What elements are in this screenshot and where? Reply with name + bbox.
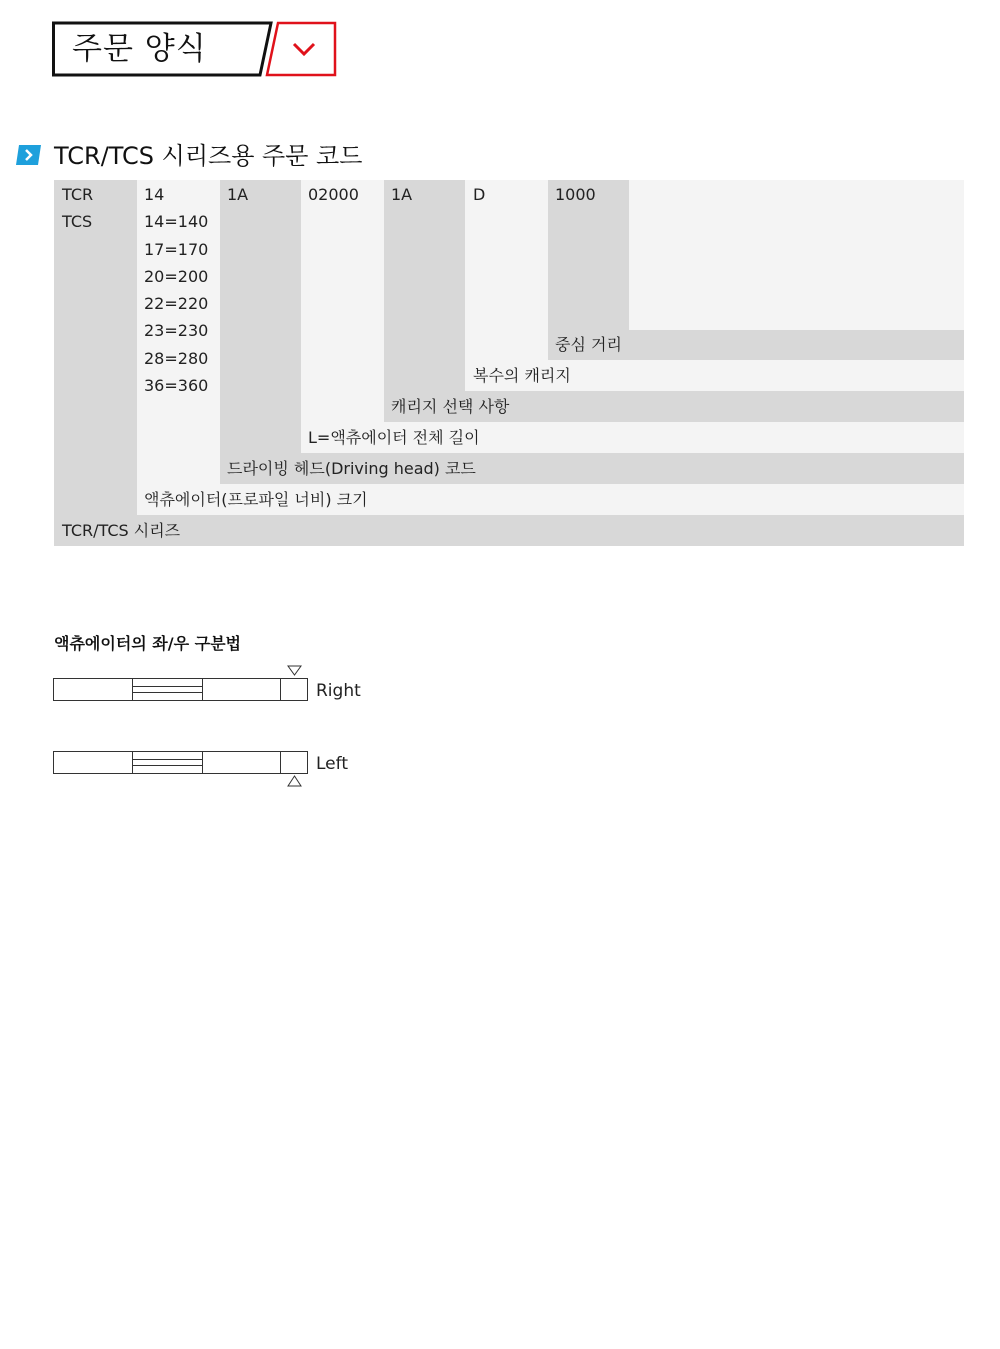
chevron-right-icon (16, 145, 41, 165)
series-code: TCR (62, 185, 94, 204)
length-description: L=액츄에이터 전체 길이 (308, 428, 480, 447)
size-option: 28=280 (144, 348, 209, 368)
size-description: 액츄에이터(프로파일 너비) 크기 (144, 490, 368, 509)
page-title: 주문 양식 (72, 31, 207, 67)
center-distance-description: 중심 거리 (555, 335, 622, 354)
size-option: 36=360 (144, 376, 209, 396)
center-distance-code: 1000 (555, 185, 596, 204)
size-option: 20=200 (144, 266, 209, 286)
table-filler (629, 180, 964, 330)
actuator-right-diagram (52, 663, 312, 705)
series-description: TCR/TCS 시리즈 (62, 521, 181, 540)
length-column (301, 180, 384, 453)
series-bar (54, 515, 964, 546)
size-option: 23=230 (144, 321, 209, 341)
size-code-list (144, 181, 208, 399)
size-option: 14=140 (144, 212, 209, 232)
actuator-left-diagram (52, 749, 312, 791)
right-label: Right (316, 681, 361, 701)
orientation-title: 액츄에이터의 좌/우 구분법 (54, 634, 242, 653)
carriage-description: 캐리지 선택 사항 (391, 397, 510, 416)
chevron-down-icon[interactable] (290, 40, 318, 60)
drive-head-description: 드라이빙 헤드(Driving head) 코드 (227, 459, 476, 478)
carriage-column (384, 180, 465, 422)
length-code: 02000 (308, 185, 359, 204)
section-title: TCR/TCS 시리즈용 주문 코드 (54, 142, 363, 170)
series-code: TCS (62, 212, 93, 232)
multi-carriage-description: 복수의 캐리지 (473, 366, 571, 385)
carriage-code: 1A (391, 185, 413, 204)
size-option: 17=170 (144, 239, 209, 259)
series-code-list (62, 181, 93, 236)
multi-carriage-code: D (473, 185, 486, 204)
drive-head-column (220, 180, 301, 484)
left-label: Left (316, 754, 348, 774)
drive-head-code: 1A (227, 185, 249, 204)
size-option: 22=220 (144, 294, 209, 314)
size-code: 14 (144, 185, 165, 204)
